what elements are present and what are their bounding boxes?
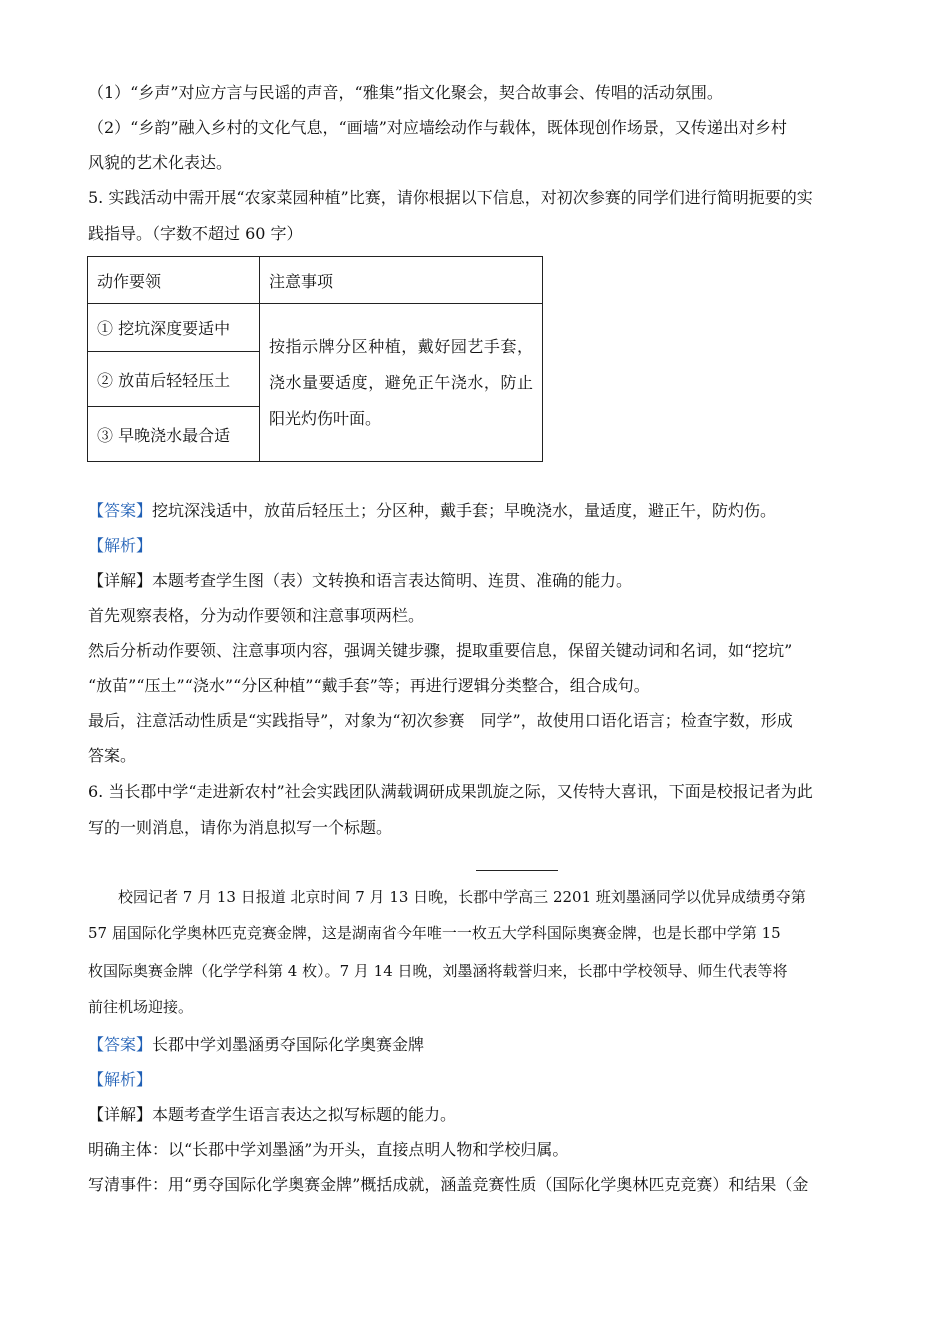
planting-guide-table: [87, 256, 543, 462]
action-item-2: ② 放苗后轻轻压土: [88, 352, 260, 407]
news-line-3: 枚国际奥赛金牌（化学学科第 4 枚）。7 月 14 日晚，刘墨涵将载誉归来，长郡中学校领导、师生代表等将: [88, 962, 788, 980]
intro-line-3: 风貌的艺术化表达。: [88, 153, 233, 172]
detail-text: 本题考查学生语言表达之拟写标题的能力。: [152, 1105, 457, 1124]
notes-cell: [260, 304, 543, 462]
detail-text: 本题考查学生图（表）文转换和语言表达简明、连贯、准确的能力。: [152, 571, 633, 590]
news-line-1: 校园记者 7 月 13 日报道 北京时间 7 月 13 日晚，长郡中学高三 2201 班刘墨涵同学以优异成绩勇夺第: [88, 888, 806, 906]
news-line-4: 前往机场迎接。: [88, 998, 194, 1016]
action-item-1: ① 挖坑深度要适中: [88, 304, 260, 352]
answer-text: 挖坑深浅适中，放苗后轻压土；分区种，戴手套；早晚浇水，量适度，避正午，防灼伤。: [152, 501, 777, 520]
table-header-notes: 注意事项: [260, 257, 543, 304]
q6-analysis-tag: 【解析】: [88, 1070, 153, 1089]
answer-text: 长郡中学刘墨涵勇夺国际化学奥赛金牌: [152, 1035, 425, 1054]
answer-tag: 【答案】: [88, 501, 153, 520]
q5-analysis-tag: 【解析】: [88, 536, 153, 555]
action-item-3: ③ 早晚浇水最合适: [88, 407, 260, 462]
intro-line-2: （2）“乡韵”融入乡村的文化气息，“画墙”对应墙绘动作与载体，既体现创作场景，又传递出对乡村: [88, 118, 787, 137]
q5-prompt-line-2: 践指导。（字数不超过 60 字）: [88, 224, 303, 243]
q6-para-2: 写清事件：用“勇夺国际化学奥赛金牌”概括成就，涵盖竞赛性质（国际化学奥林匹克竞赛）和结果（金: [88, 1175, 809, 1194]
table-row: [88, 304, 543, 352]
q5-para-1: 首先观察表格，分为动作要领和注意事项两栏。: [88, 606, 425, 625]
detail-tag: 【详解】: [88, 571, 153, 590]
title-blank-line: [476, 870, 558, 871]
news-line-2: 57 届国际化学奥林匹克竞赛金牌，这是湖南省今年唯一一枚五大学科国际奥赛金牌，也是长郡中学第 15: [88, 924, 781, 942]
intro-line-1: （1）“乡声”对应方言与民谣的声音，“雅集”指文化聚会，契合故事会、传唱的活动氛围。: [88, 83, 723, 102]
q5-para-3-line-1: 最后，注意活动性质是“实践指导”，对象为“初次参赛 同学”，故使用口语化语言；检查字数，形成: [88, 711, 793, 730]
notes-text: 按指示牌分区种植，戴好园艺手套，浇水量要适度，避免正午浇水，防止阳光灼伤叶面。: [269, 336, 533, 428]
detail-tag: 【详解】: [88, 1105, 153, 1124]
q6-para-1: 明确主体：以“长郡中学刘墨涵”为开头，直接点明人物和学校归属。: [88, 1140, 569, 1159]
q5-para-2-line-1: 然后分析动作要领、注意事项内容，强调关键步骤，提取重要信息，保留关键动词和名词，如“挖坑”: [88, 641, 793, 660]
q6-answer: [88, 1035, 424, 1055]
q6-prompt-line-1: 6. 当长郡中学“走进新农村”社会实践团队满载调研成果凯旋之际，又传特大喜讯，下面是校报记者为此: [88, 782, 813, 801]
q5-para-3-line-2: 答案。: [88, 746, 137, 765]
q6-prompt-line-2: 写的一则消息，请你为消息拟写一个标题。: [88, 818, 393, 837]
q5-detail: [88, 571, 632, 591]
table-header-actions: 动作要领: [88, 257, 260, 304]
answer-tag: 【答案】: [88, 1035, 153, 1054]
table-header-row: [88, 257, 543, 304]
q5-para-2-line-2: “放苗”“压土”“浇水”“分区种植”“戴手套”等；再进行逻辑分类整合，组合成句。: [88, 676, 650, 695]
q5-answer: [88, 501, 776, 521]
q6-detail: [88, 1105, 456, 1125]
q5-prompt-line-1: 5. 实践活动中需开展“农家菜园种植”比赛，请你根据以下信息，对初次参赛的同学们进行简明扼要的实: [88, 188, 813, 207]
